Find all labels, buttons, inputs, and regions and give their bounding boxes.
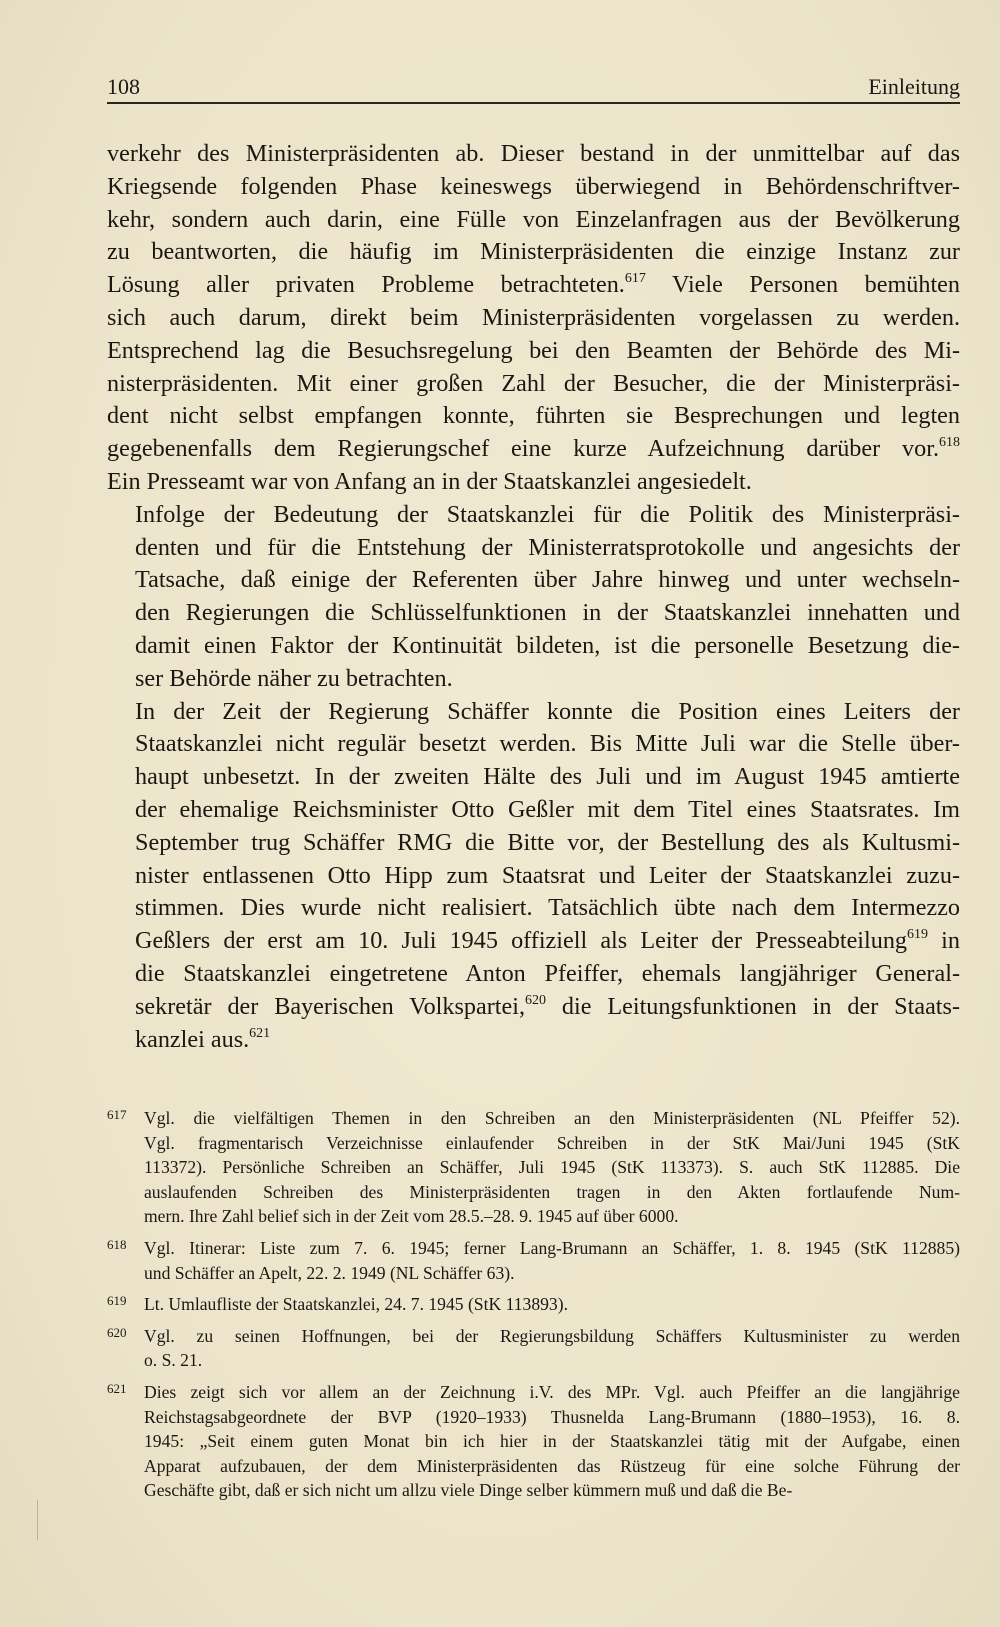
text-line: denten und für die Entstehung der Ministerratsprotokolle und angesichts der xyxy=(135,533,960,561)
footnotes xyxy=(107,1106,960,1510)
footnote-line: Reichstagsabgeordnete der BVP (1920–1933) Thusnelda Lang-Brumann (1880–1953), 16. 8. xyxy=(144,1406,960,1427)
footnote-mark: 621 xyxy=(107,1380,127,1396)
text-line xyxy=(107,991,960,1024)
running-title: Einleitung xyxy=(868,74,960,99)
footnote-reference[interactable]: 620 xyxy=(525,992,546,1008)
text-line: In der Zeit der Regierung Schäffer konnte die Position eines Leiters der xyxy=(135,697,960,725)
footnote-line: Lt. Umlaufliste der Staatskanzlei, 24. 7. 1945 (StK 113893). xyxy=(144,1294,568,1315)
line-text: Lösung aller privaten Probleme betrachteten. xyxy=(107,271,625,299)
text-line xyxy=(107,1024,960,1057)
footnote-621 xyxy=(107,1380,960,1503)
text-line: zu beantworten, die häufig im Ministerpräsidenten die einzige Instanz zur xyxy=(107,238,960,266)
footnote-line: mern. Ihre Zahl belief sich in der Zeit vom 28.5.–28. 9. 1945 auf über 6000. xyxy=(144,1206,679,1227)
text-line xyxy=(107,433,960,466)
footnote-line: Geschäfte gibt, daß er sich nicht um allzu viele Dinge selber kümmern muß und daß die Be- xyxy=(144,1480,793,1501)
paragraph-2 xyxy=(107,499,960,696)
footnote-reference[interactable]: 618 xyxy=(939,435,960,451)
footnote-line: Vgl. Itinerar: Liste zum 7. 6. 1945; ferner Lang-Brumann an Schäffer, 1. 8. 1945 (StK 112885) xyxy=(144,1237,960,1258)
footnote-line: Vgl. zu seinen Hoffnungen, bei der Regierungsbildung Schäffers Kultusminister zu werden xyxy=(144,1325,960,1346)
footnote-reference[interactable]: 619 xyxy=(907,927,929,943)
text-line: stimmen. Dies wurde nicht realisiert. Tatsächlich übte nach dem Intermezzo xyxy=(135,894,960,922)
text-line: Entsprechend lag die Besuchsregelung bei den Beamten der Behörde des Mi- xyxy=(107,336,960,364)
footnote-line: 1945: „Seit einem guten Monat bin ich hier in der Staatskanzlei tätig mit der Aufgabe, einen xyxy=(144,1431,960,1452)
footnote-reference[interactable]: 617 xyxy=(624,271,646,287)
footnote-reference[interactable]: 621 xyxy=(249,1025,271,1041)
line-text: Geßlers der erst am 10. Juli 1945 offiziell als Leiter der Presseabteilung xyxy=(135,927,908,955)
line-text: Viele Personen bemühten xyxy=(645,271,960,299)
text-line: ser Behörde näher zu betrachten. xyxy=(135,664,453,692)
footnote-line: Vgl. die vielfältigen Themen in den Schreiben an den Ministerpräsidenten (NL Pfeiffer 52). xyxy=(144,1108,960,1128)
paragraph-3 xyxy=(107,696,960,1057)
text-line: damit einen Faktor der Kontinuität bildeten, ist die personelle Besetzung die- xyxy=(135,631,960,659)
footnote-line: Vgl. fragmentarisch Verzeichnisse einlaufender Schreiben in der StK Mai/Juni 1945 (StK xyxy=(144,1132,960,1153)
footnote-line: und Schäffer an Apelt, 22. 2. 1949 (NL Schäffer 63). xyxy=(144,1262,515,1283)
footnote-line: auslaufenden Schreiben des Ministerpräsidenten tragen in den Akten fortlaufende Num- xyxy=(144,1181,960,1202)
text-line: Tatsache, daß einige der Referenten über Jahre hinweg und unter wechseln- xyxy=(135,566,960,594)
line-text: in xyxy=(928,927,960,955)
page-number: 108 xyxy=(107,74,140,99)
text-line: Ein Presseamt war von Anfang an in der Staatskanzlei angesiedelt. xyxy=(107,467,752,495)
text-line: haupt unbesetzt. In der zweiten Hälte des Juli und im August 1945 amtierte xyxy=(135,763,960,791)
text-line: kehr, sondern auch darin, eine Fülle von Einzelanfragen aus der Bevölkerung xyxy=(107,205,960,233)
footnote-mark: 617 xyxy=(107,1107,127,1122)
text-line: September trug Schäffer RMG die Bitte vor, der Bestellung des als Kultusmi- xyxy=(135,828,960,856)
line-text: gegebenenfalls dem Regierungschef eine kurze Aufzeichnung darüber vor. xyxy=(107,435,939,463)
line-text: die Leitungsfunktionen in der Staats- xyxy=(546,992,960,1020)
text-line: Infolge der Bedeutung der Staatskanzlei für die Politik des Ministerpräsi- xyxy=(135,500,960,528)
footnote-620 xyxy=(107,1324,960,1373)
text-line: verkehr des Ministerpräsidenten ab. Dieser bestand in der unmittelbar auf das xyxy=(107,140,960,167)
text-line: der ehemalige Reichsminister Otto Geßler mit dem Titel eines Staatsrates. Im xyxy=(135,795,960,823)
text-line: Kriegsende folgenden Phase keineswegs überwiegend in Behördenschriftver- xyxy=(107,172,960,200)
main-text xyxy=(107,138,960,1056)
footnote-mark: 620 xyxy=(107,1324,127,1340)
footnote-line: o. S. 21. xyxy=(144,1350,203,1371)
paragraph-1 xyxy=(107,138,960,499)
text-line xyxy=(107,925,960,958)
footnote-line: 113372). Persönliche Schreiben an Schäffer, Juli 1945 (StK 113373). S. auch StK 112885. Die xyxy=(144,1157,960,1178)
footnote-mark: 618 xyxy=(107,1236,127,1252)
line-text: kanzlei aus. xyxy=(135,1025,250,1053)
text-line: Staatskanzlei nicht regulär besetzt werden. Bis Mitte Juli war die Stelle über- xyxy=(135,730,960,758)
footnote-line: Apparat aufzubauen, der dem Ministerpräsidenten das Rüstzeug für eine solche Führung der xyxy=(144,1455,960,1476)
footnote-618 xyxy=(107,1236,960,1285)
footnote-line: Dies zeigt sich vor allem an der Zeichnung i.V. des MPr. Vgl. auch Pfeiffer an die langjährige xyxy=(144,1381,960,1402)
text-line: nister entlassenen Otto Hipp zum Staatsrat und Leiter der Staatskanzlei zuzu- xyxy=(135,861,960,889)
footnote-619 xyxy=(107,1292,960,1317)
footnote-mark: 619 xyxy=(107,1293,127,1309)
page-edge-mark xyxy=(37,1500,38,1540)
text-line xyxy=(107,269,960,302)
text-line: die Staatskanzlei eingetretene Anton Pfeiffer, ehemals langjähriger General- xyxy=(135,959,960,987)
text-line: nisterpräsidenten. Mit einer großen Zahl der Besucher, die der Ministerpräsi- xyxy=(107,369,960,397)
text-line: sich auch darum, direkt beim Ministerpräsidenten vorgelassen zu werden. xyxy=(107,303,960,331)
page-header xyxy=(107,72,960,104)
text-line: dent nicht selbst empfangen konnte, führten sie Besprechungen und legten xyxy=(107,402,960,430)
footnote-617 xyxy=(107,1106,960,1229)
text-line: den Regierungen die Schlüsselfunktionen in der Staatskanzlei innehatten und xyxy=(135,599,960,627)
line-text: sekretär der Bayerischen Volkspartei, xyxy=(135,992,525,1020)
